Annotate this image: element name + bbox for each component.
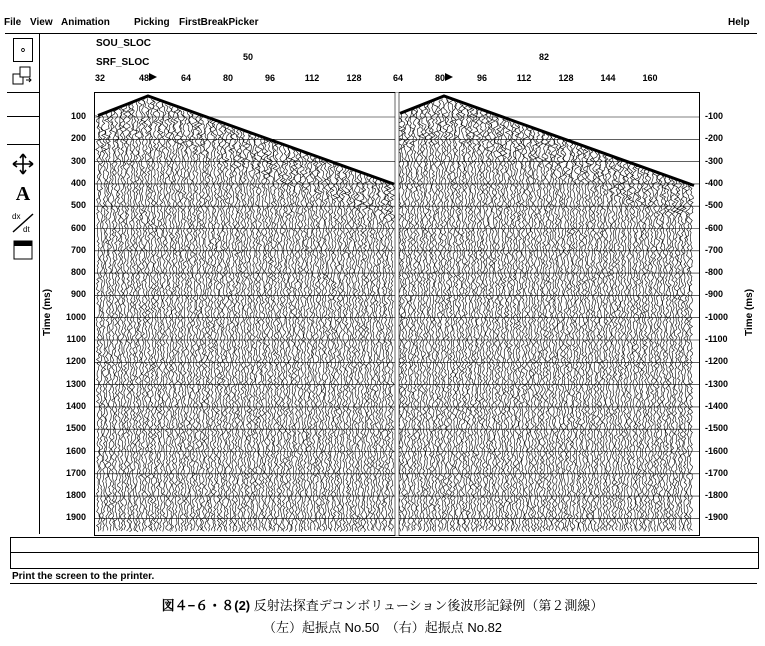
y-axis-label-left: Time (ms) <box>42 288 53 336</box>
derivative-icon[interactable] <box>11 210 35 234</box>
menu-animation[interactable]: Animation <box>61 17 110 28</box>
y-tick-label: -1000 <box>705 311 729 322</box>
menu-divider <box>5 33 757 34</box>
menu-bar <box>0 0 765 34</box>
y-tick-label: -400 <box>705 177 724 188</box>
y-tick-label: 1100 <box>66 334 86 344</box>
source-marker-left-icon <box>148 72 158 82</box>
y-tick-label: -1900 <box>705 512 729 523</box>
toolbar-divider <box>39 34 40 534</box>
figure-title: 反射法探査デコンボリューション後波形記録例（第２測線） <box>253 598 604 613</box>
message-area-2 <box>10 552 759 569</box>
y-tick-label: 900 <box>70 289 86 300</box>
y-tick-label: 1500 <box>65 423 86 434</box>
y-tick-label: -300 <box>705 155 724 166</box>
x-tick: 80 <box>434 73 446 83</box>
figure-number: 図４−６・８(2) <box>161 598 251 613</box>
x-tick: 64 <box>180 73 192 83</box>
panel-left-source-id: 50 <box>243 52 254 62</box>
y-tick-label: -1600 <box>705 445 729 456</box>
menu-view[interactable]: View <box>30 17 53 28</box>
y-tick-label: 800 <box>70 267 86 278</box>
y-tick-label: 1200 <box>65 356 86 367</box>
windows-icon[interactable] <box>11 64 35 88</box>
menu-file[interactable]: File <box>4 17 22 28</box>
x-tick: 96 <box>476 73 488 83</box>
y-tick-label: -600 <box>705 222 724 233</box>
y-tick-label: 300 <box>70 155 86 166</box>
srf-sloc-label: SRF_SLOC <box>96 57 150 68</box>
y-tick-label: -1400 <box>705 400 729 411</box>
y-tick-label: 1000 <box>65 311 86 322</box>
y-tick-label: -100 <box>705 111 724 121</box>
sou-sloc-label: SOU_SLOC <box>96 38 152 49</box>
figure-subcaption: （左）起振点 No.50 （右）起振点 No.82 <box>262 620 503 635</box>
source-marker-right-icon <box>444 72 454 82</box>
x-tick: 160 <box>642 73 658 83</box>
y-tick-label: -1300 <box>705 378 729 389</box>
message-area-1 <box>10 537 759 553</box>
x-tick: 32 <box>94 73 106 83</box>
y-axis-label-right: Time (ms) <box>744 288 755 336</box>
y-tick-label: 1900 <box>65 512 86 523</box>
y-tick-label: 400 <box>70 177 86 188</box>
tool-palette <box>5 34 39 534</box>
y-tick-label: -700 <box>705 244 724 255</box>
y-tick-label: 700 <box>70 244 86 255</box>
y-tick-label: 100 <box>70 111 86 121</box>
y-tick-label: 1300 <box>65 378 86 389</box>
y-tick-label: -900 <box>705 289 724 300</box>
annotate-text-icon[interactable]: A <box>15 182 31 205</box>
x-tick: 144 <box>600 73 616 83</box>
y-tick-label: -1700 <box>705 467 729 478</box>
figure-caption <box>0 595 765 614</box>
menu-help[interactable]: Help <box>728 17 750 28</box>
x-tick: 64 <box>392 73 404 83</box>
status-divider <box>10 583 757 584</box>
x-tick: 112 <box>516 73 532 83</box>
svg-text:dt: dt <box>23 225 30 234</box>
menu-picking[interactable]: Picking <box>134 17 170 28</box>
x-tick: 80 <box>222 73 234 83</box>
y-tick-label: -1500 <box>705 423 729 434</box>
seismic-record-display[interactable] <box>94 92 700 536</box>
svg-text:dx: dx <box>12 212 21 221</box>
y-tick-label: 1600 <box>65 445 86 456</box>
y-tick-label: -1100 <box>705 334 728 344</box>
status-message: Print the screen to the printer. <box>12 571 155 582</box>
panel-right-source-id: 82 <box>539 52 550 62</box>
y-tick-label: 1800 <box>65 490 86 501</box>
y-tick-label: -800 <box>705 267 724 278</box>
y-tick-label: -1800 <box>705 490 729 501</box>
x-tick: 96 <box>264 73 276 83</box>
y-tick-label: 1700 <box>65 467 86 478</box>
display-window-icon[interactable] <box>11 238 35 262</box>
x-tick: 112 <box>304 73 320 83</box>
menu-firstbreakpicker[interactable]: FirstBreakPicker <box>179 17 259 28</box>
y-tick-label: -200 <box>705 133 724 144</box>
y-tick-label: 200 <box>70 133 86 144</box>
move-icon[interactable] <box>11 152 35 176</box>
x-tick: 48 <box>138 73 150 83</box>
x-tick: 128 <box>558 73 574 83</box>
zoom-tool-icon[interactable]: ⚬ <box>13 38 33 62</box>
y-tick-label: -1200 <box>705 356 729 367</box>
x-tick: 128 <box>346 73 362 83</box>
y-tick-label: 500 <box>70 200 86 211</box>
y-tick-label: 600 <box>70 222 86 233</box>
y-tick-label: -500 <box>705 200 724 211</box>
y-tick-label: 1400 <box>65 400 86 411</box>
